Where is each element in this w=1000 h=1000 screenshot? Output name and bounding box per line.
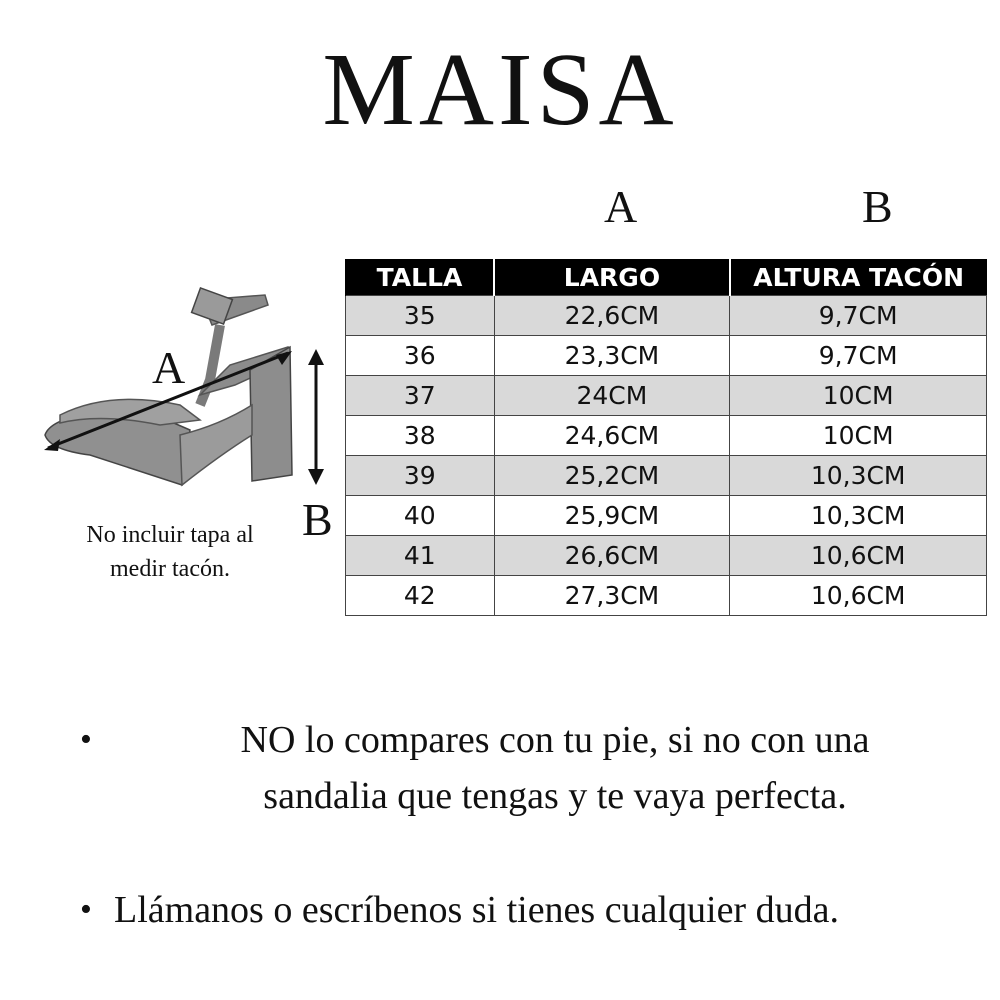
header-talla: TALLA [346,259,495,296]
table-row [346,416,987,456]
measurement-note: No incluir tapa al medir tacón. [86,522,254,582]
cell-talla: 42 [346,576,495,616]
table-row [346,576,987,616]
cell-largo: 22,6CM [494,296,730,336]
cell-talla: 37 [346,376,495,416]
tip-contact: • Llámanos o escríbenos si tienes cualquier duda. [80,882,970,938]
header-largo: LARGO [494,259,730,296]
cell-altura: 10CM [730,376,987,416]
cell-altura: 10CM [730,416,987,456]
bullet-icon: • [80,891,92,928]
bullet-icon: • [80,721,92,758]
column-label-b: B [862,181,893,232]
page-title: MAISA [322,32,678,147]
tips-list [80,712,970,938]
header-altura-tacon: ALTURA TACÓN [730,259,987,296]
cell-talla: 38 [346,416,495,456]
cell-largo: 25,2CM [494,456,730,496]
cell-altura: 10,6CM [730,576,987,616]
cell-altura: 10,3CM [730,456,987,496]
cell-altura: 10,3CM [730,496,987,536]
cell-talla: 36 [346,336,495,376]
table-row [346,536,987,576]
table-row [346,376,987,416]
cell-largo: 27,3CM [494,576,730,616]
cell-largo: 24,6CM [494,416,730,456]
cell-talla: 41 [346,536,495,576]
cell-largo: 23,3CM [494,336,730,376]
cell-talla: 39 [346,456,495,496]
table-row [346,496,987,536]
cell-largo: 25,9CM [494,496,730,536]
table-header-row [346,259,987,296]
table-row [346,336,987,376]
table-row [346,296,987,336]
cell-altura: 9,7CM [730,296,987,336]
cell-talla: 35 [346,296,495,336]
size-table [345,259,987,616]
diagram-label-b: B [302,494,333,545]
column-label-a: A [604,181,638,232]
cell-altura: 9,7CM [730,336,987,376]
cell-talla: 40 [346,496,495,536]
cell-largo: 26,6CM [494,536,730,576]
sandal-diagram [30,285,340,545]
tip-compare: • NO lo compares con tu pie, si no con una sandalia que tengas y te vaya perfecta. [80,712,970,824]
diagram-label-a: A [152,342,186,393]
cell-altura: 10,6CM [730,536,987,576]
cell-largo: 24CM [494,376,730,416]
table-row [346,456,987,496]
